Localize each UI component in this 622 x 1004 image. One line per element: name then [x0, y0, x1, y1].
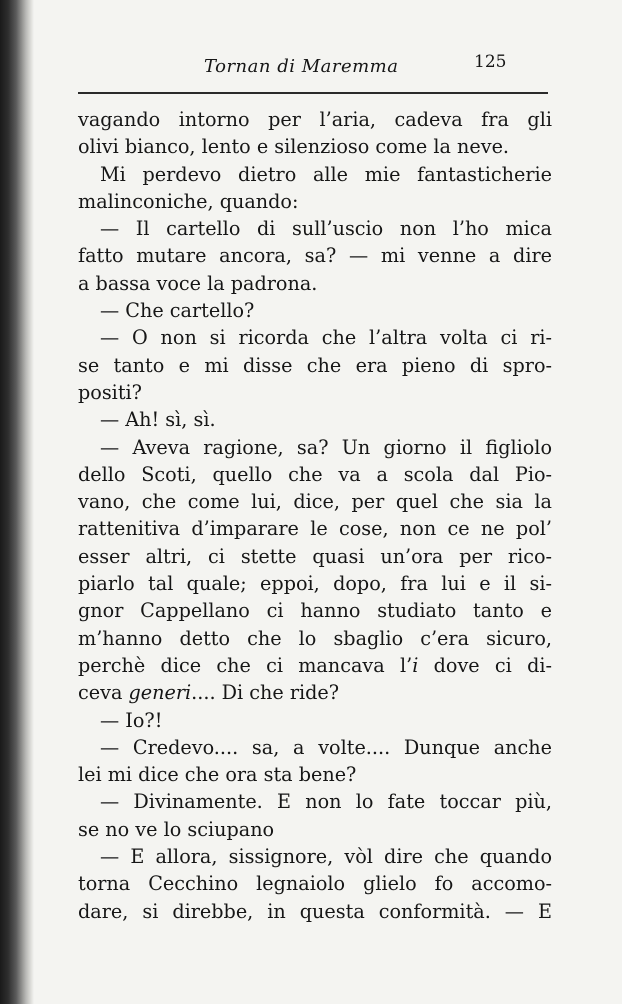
body-text [78, 106, 552, 925]
text-line: rattenitiva d’imparare le cose, non ce ne pol’ [78, 517, 552, 541]
text-line: lei mi dice che ora sta bene? [78, 763, 357, 787]
text-line: torna Cecchino legnaiolo glielo fo accomo- [78, 872, 552, 896]
text-line: a bassa voce la padrona. [78, 271, 318, 295]
text-line: dare, si direbbe, in questa conformità. — E [78, 899, 552, 923]
text-line: malinconiche, quando: [78, 189, 299, 213]
text-line: vagando intorno per l’aria, cadeva fra gli [78, 108, 552, 131]
text-line: — Che cartello? [100, 299, 255, 323]
text-line: piarlo tal quale; eppoi, dopo, fra lui e il si- [78, 572, 552, 596]
text-line: Mi perdevo dietro alle mie fantasticherie [100, 162, 552, 186]
text-line: — Aveva ragione, sa? Un giorno il figliolo [100, 435, 552, 459]
text-line: — Credevo.... sa, a volte.... Dunque anche [100, 735, 552, 759]
text-line [78, 652, 552, 679]
running-title: Tornan di Maremma [204, 56, 399, 77]
text-line: — Divinamente. E non lo fate toccar più, [100, 790, 552, 814]
header-rule [78, 92, 548, 94]
text-line: positi? [78, 380, 142, 404]
text-segment: .... Di che ride? [191, 681, 340, 705]
text-line: — Il cartello di sull’uscio non l’ho mica [100, 217, 552, 241]
page-number: 125 [474, 52, 507, 72]
text-line: m’hanno detto che lo sbaglio c’era sicuro, [78, 626, 552, 650]
running-head [34, 52, 622, 82]
text-line: se tanto e mi disse che era pieno di spro- [78, 353, 552, 377]
text-segment: dove ci di- [418, 653, 552, 677]
text-line: esser altri, ci stette quasi un’ora per rico- [78, 544, 552, 568]
italic-word: generi [128, 681, 192, 705]
text-segment: ceva [78, 681, 129, 705]
text-line: — Ah! sì, sì. [100, 408, 216, 432]
italic-letter: i [412, 653, 419, 677]
text-line: gnor Cappellano ci hanno studiato tanto e [78, 599, 552, 623]
book-page [34, 0, 622, 1004]
book-spine-shadow [0, 0, 34, 1004]
text-line: vano, che come lui, dice, per quel che sia la [78, 490, 552, 514]
text-line: — O non si ricorda che l’altra volta ci ri- [100, 326, 552, 350]
text-line [78, 679, 552, 706]
text-segment: perchè dice che ci mancava l’ [78, 653, 413, 677]
text-line: dello Scoti, quello che va a scola dal Pio- [78, 462, 552, 486]
text-line: — E allora, sissignore, vòl dire che quando [100, 845, 552, 869]
text-line: fatto mutare ancora, sa? — mi venne a dire [78, 244, 552, 268]
text-line: olivi bianco, lento e silenzioso come la neve. [78, 135, 510, 159]
text-line: se no ve lo sciupano [78, 817, 275, 841]
text-line: — Io?! [100, 708, 163, 732]
